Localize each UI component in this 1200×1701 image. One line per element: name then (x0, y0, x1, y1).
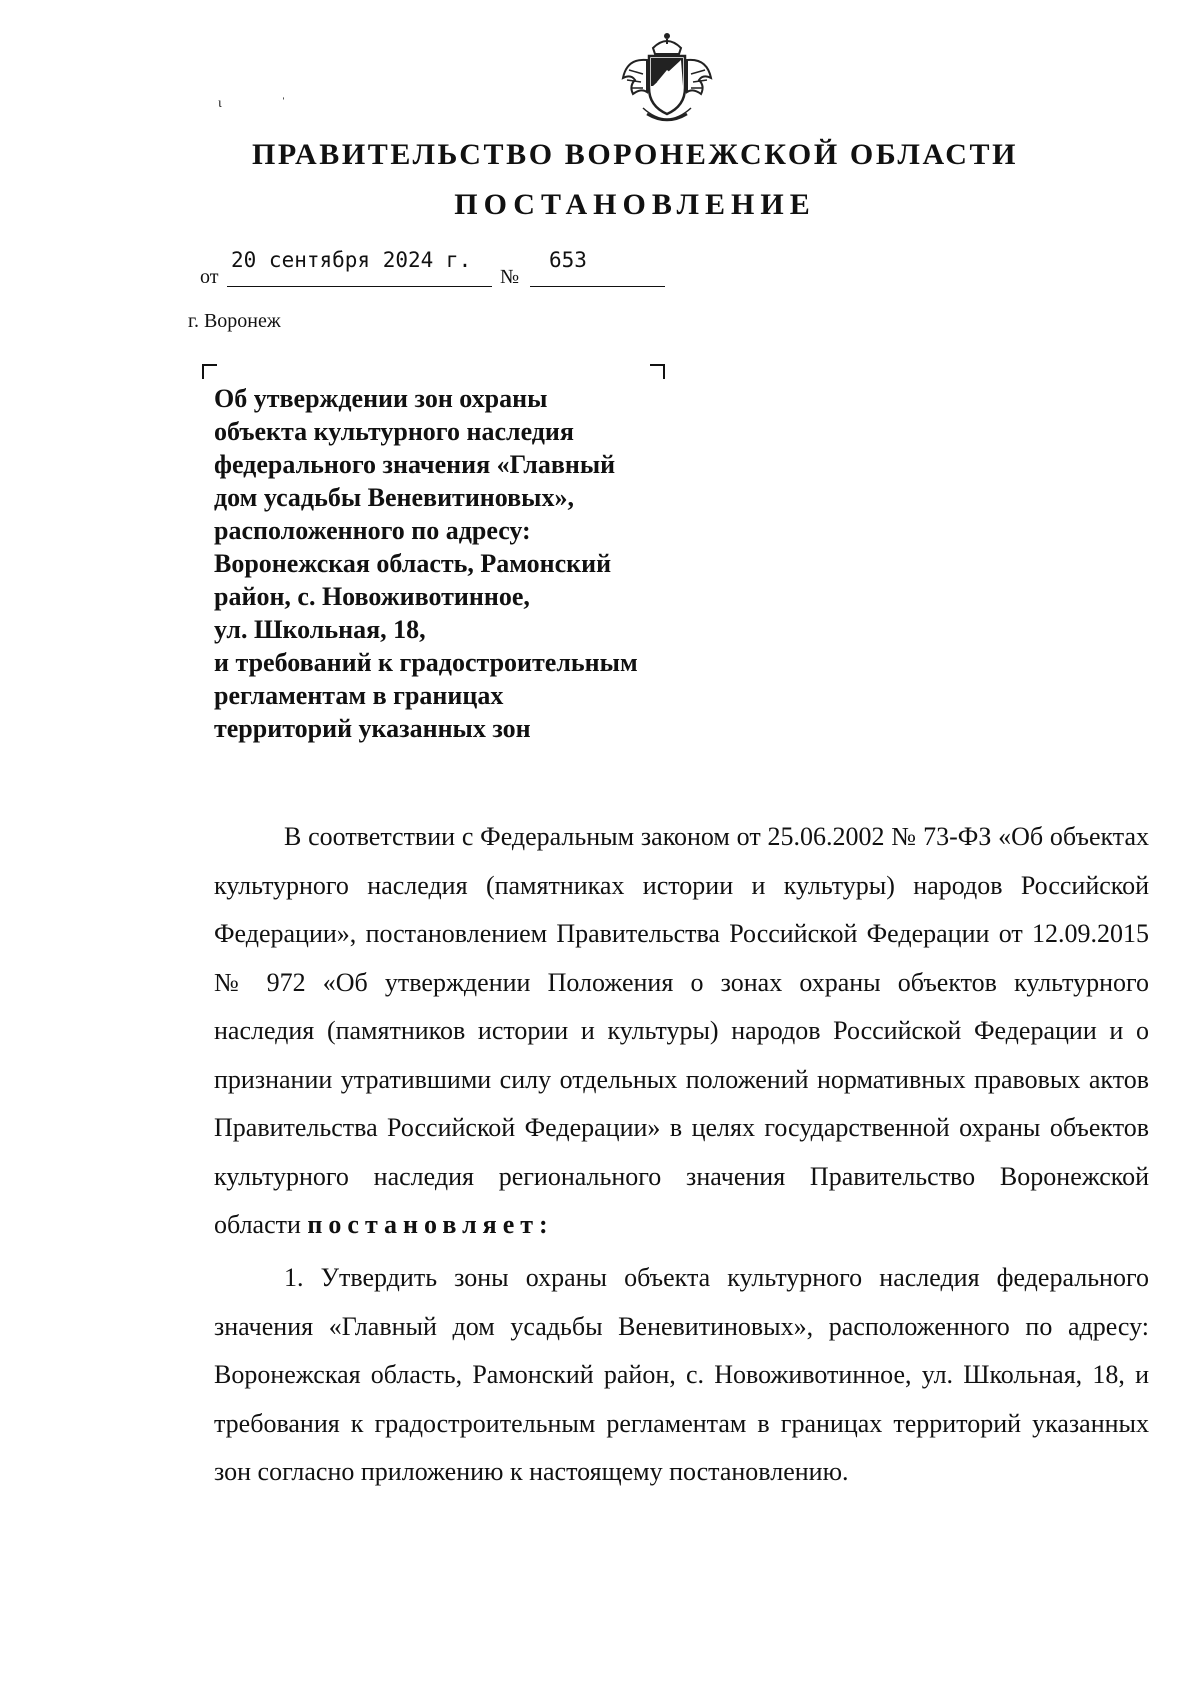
title-line: регламентам в границах (214, 681, 504, 710)
number-prefix: № (500, 266, 520, 288)
title-line: ул. Школьная, 18, (214, 615, 426, 644)
title-line: объекта культурного наследия (214, 417, 574, 446)
coat-of-arms-icon (617, 30, 717, 130)
title-line: федерального значения «Главный (214, 450, 616, 479)
item-1-paragraph: 1. Утвердить зоны охраны объекта культурного наследия федерального значения «Главный дом усадьбы Веневитиновых», расположенного по адресу: Воронежская область, Рамонский район, с. Новоживотинное, ул. Школьная, 18, и требования к градостроительным регламентам в границах территорий указанных зон согласно приложению к настоящему постановлению. (214, 1263, 1149, 1486)
date-number-line (200, 248, 670, 288)
title-line: расположенного по адресу: (214, 516, 531, 545)
title-bracket-left (202, 364, 217, 379)
title-line: Об утверждении зон охраны (214, 384, 548, 413)
title-bracket-right (650, 364, 665, 379)
date-prefix: от (200, 266, 219, 288)
city: г. Воронеж (188, 310, 281, 332)
preamble-paragraph (214, 813, 1149, 1250)
title-line: территорий указанных зон (214, 714, 531, 743)
document-number: 653 (549, 248, 587, 272)
number-underline (530, 286, 665, 287)
preamble-text: В соответствии с Федеральным законом от 25.06.2002 № 73-ФЗ «Об объектах культурного наследия (памятниках истории и культуры) народов Российской Федерации», постановлением Правительства Российской Федерации от 12.09.2015 № 972 «Об утверждении Положения о зонах охраны объектов культурного наследия (памятников истории и культуры) народов Российской Федерации и о признании утратившими силу отдельных положений нормативных правовых актов Правительства Российской Федерации» в целях государственной охраны объектов культурного наследия регионального значения Правительство Воронежской области (214, 822, 1149, 1239)
title-line: Воронежская область, Рамонский (214, 549, 612, 578)
title-line: и требований к градостроительным (214, 648, 638, 677)
document-date: 20 сентября 2024 г. (231, 248, 472, 272)
title-line: дом усадьбы Веневитиновых», (214, 483, 574, 512)
scan-marks: ι ˈ (218, 96, 314, 111)
document-subject-title (214, 382, 694, 745)
title-line: район, с. Новоживотинное, (214, 582, 530, 611)
decree-word: постановляет: (307, 1210, 554, 1239)
organization-title: ПРАВИТЕЛЬСТВО ВОРОНЕЖСКОЙ ОБЛАСТИ (251, 138, 1019, 171)
document-type: ПОСТАНОВЛЕНИЕ (454, 188, 816, 221)
date-underline (227, 286, 492, 287)
